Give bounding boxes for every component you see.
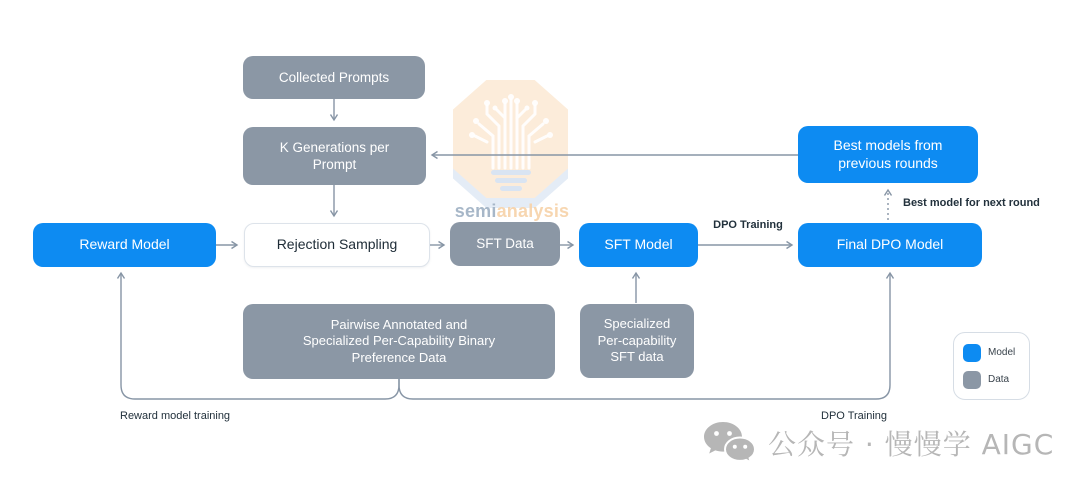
node-label: Reward Model: [79, 236, 170, 253]
node-label: Pairwise Annotated and Specialized Per-Capability Binary Preference Data: [302, 316, 496, 365]
node-specialized-sft-data: [580, 304, 694, 378]
node-sft-data: [450, 222, 560, 266]
legend-label: Data: [988, 374, 1010, 385]
node-label: SFT Data: [476, 236, 534, 252]
node-label: Collected Prompts: [278, 69, 390, 85]
node-pairwise-preference-data: [243, 304, 555, 379]
semianalysis-logo-watermark: [449, 80, 572, 210]
logo-octagon: [453, 80, 568, 198]
brand-part-semi: semi: [454, 201, 497, 221]
wechat-icon: [702, 420, 756, 466]
semianalysis-brand-text: [437, 201, 587, 222]
label-dpo-training-bottom: DPO Training: [821, 410, 888, 422]
node-label: Best models from previous rounds: [833, 136, 943, 171]
node-rejection-sampling: [244, 223, 430, 267]
wechat-account-text: 公众号 · 慢慢学 AIGC: [768, 428, 1055, 461]
legend: [953, 332, 1030, 400]
data-color-swatch: [963, 371, 981, 389]
legend-item-model: [963, 344, 1020, 362]
node-label: Rejection Sampling: [276, 236, 398, 253]
legend-label: Model: [988, 347, 1016, 358]
label-reward-model-training: Reward model training: [120, 410, 231, 422]
node-k-generations-per-prompt: [243, 127, 426, 185]
circuit-tree-icon: [453, 80, 568, 198]
legend-item-data: [963, 371, 1020, 389]
node-label: K Generations per Prompt: [279, 139, 390, 172]
node-final-dpo-model: [798, 223, 982, 267]
node-label: SFT Model: [604, 236, 673, 253]
model-color-swatch: [963, 344, 981, 362]
wechat-watermark: [702, 420, 1054, 466]
label-dpo-training-top: DPO Training: [713, 219, 783, 231]
node-sft-model: [579, 223, 698, 267]
node-best-models-previous-rounds: [798, 126, 978, 183]
brand-part-analysis: analysis: [496, 201, 570, 221]
node-collected-prompts: [243, 56, 425, 99]
label-best-model-for-next-round: Best model for next round: [903, 197, 1040, 209]
node-label: Final DPO Model: [836, 236, 944, 253]
node-reward-model: [33, 223, 216, 267]
node-label: Specialized Per-capability SFT data: [597, 316, 677, 365]
